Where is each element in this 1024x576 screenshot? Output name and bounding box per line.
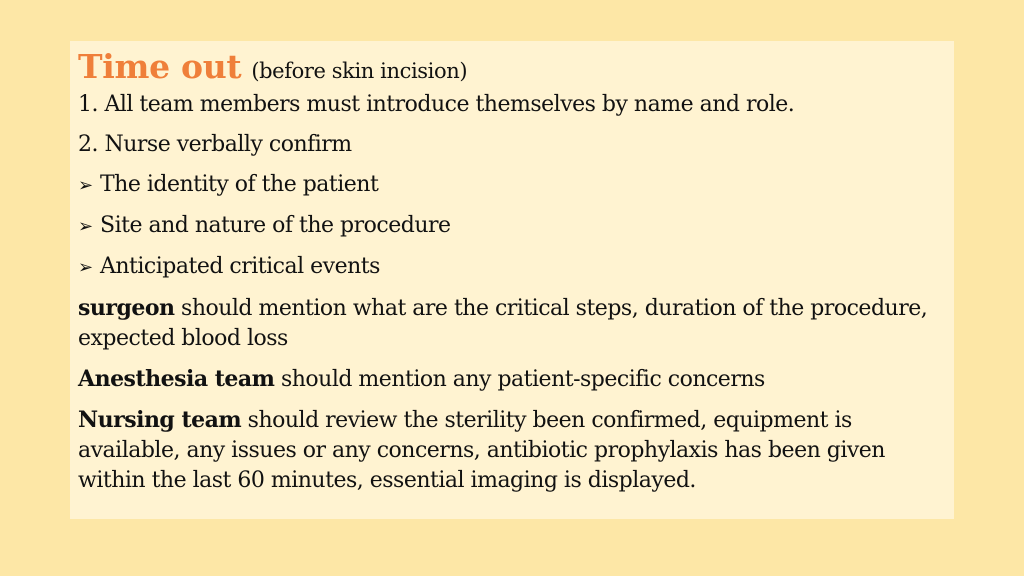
bullet-text: Site and nature of the procedure <box>100 213 451 238</box>
content-panel <box>70 41 954 519</box>
nursing-paragraph <box>78 405 946 496</box>
nursing-text: should review the sterility been confirmed, equipment is available, any issues or any concerns, antibiotic prophylaxis has been given within the last 60 minutes, essential imaging is displayed. <box>78 408 885 493</box>
bullet-item <box>78 252 946 283</box>
slide-subtitle: (before skin incision) <box>251 59 468 83</box>
step-1: 1. All team members must introduce themselves by name and role. <box>78 92 795 117</box>
arrow-bullet-icon: ➢ <box>78 257 93 278</box>
bullet-item <box>78 170 946 201</box>
arrow-bullet-icon: ➢ <box>78 216 93 237</box>
bullet-text: Anticipated critical events <box>100 254 380 279</box>
surgeon-paragraph <box>78 293 946 354</box>
anesthesia-paragraph <box>78 364 946 395</box>
title-row <box>78 47 946 86</box>
anesthesia-text: should mention any patient-specific concerns <box>274 367 765 392</box>
slide-title: Time out <box>78 47 242 86</box>
anesthesia-label: Anesthesia team <box>78 366 275 392</box>
bullet-item <box>78 211 946 242</box>
arrow-bullet-icon: ➢ <box>78 175 93 196</box>
bullet-text: The identity of the patient <box>100 172 379 197</box>
nursing-label: Nursing team <box>78 407 242 433</box>
surgeon-text: should mention what are the critical steps, duration of the procedure, expected blood loss <box>78 296 928 351</box>
surgeon-label: surgeon <box>78 295 175 321</box>
step-2: 2. Nurse verbally confirm <box>78 132 352 157</box>
